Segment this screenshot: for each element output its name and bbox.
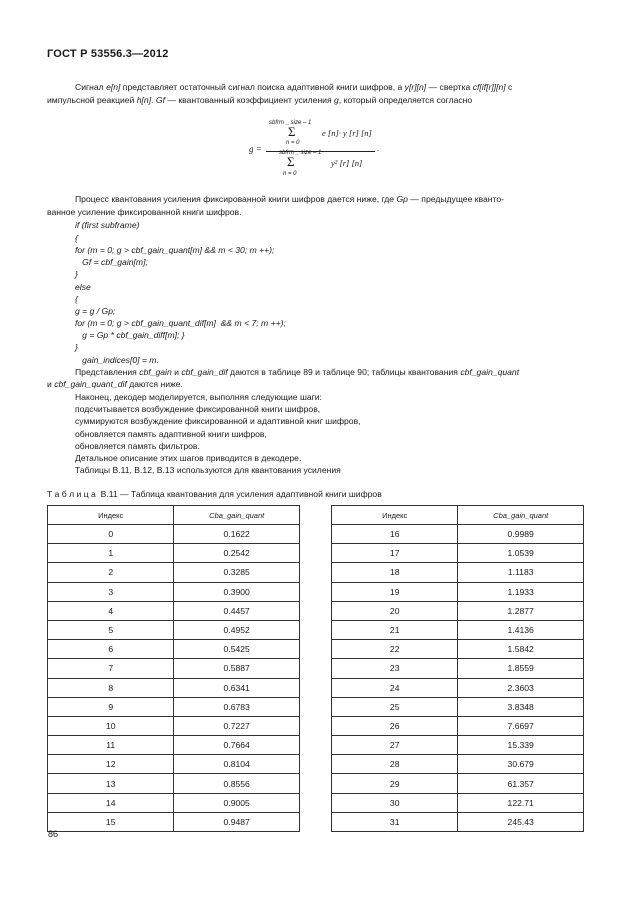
para2-line-1 [75, 193, 504, 205]
index-cell: 30 [332, 793, 458, 812]
denominator-lower-limit: n = 0 [283, 171, 297, 177]
value-cell: 1.1183 [458, 563, 584, 582]
value-cell: 1.5842 [458, 640, 584, 659]
index-cell: 23 [332, 659, 458, 678]
text: — квантованный коэффициент усиления [164, 95, 335, 105]
value-cell: 0.7227 [174, 716, 300, 735]
numerator-sum-symbol: Σ [288, 124, 296, 139]
para3-line-1 [75, 366, 519, 378]
index-cell: 15 [48, 812, 174, 831]
index-cell: 17 [332, 544, 458, 563]
text: — предыдущее кванто- [407, 194, 504, 204]
code-line: for (m = 0; g > cbf_gain_quant[m] && m < 30; m ++); [75, 245, 275, 255]
index-cell: 25 [332, 697, 458, 716]
index-cell: 29 [332, 774, 458, 793]
value-cell: 1.4136 [458, 620, 584, 639]
value-cell: 122.71 [458, 793, 584, 812]
code-line: g = Gp * cbf_gain_diff[m]; } [75, 330, 185, 340]
steps-line: Таблицы В.11, В.12, В.13 используются для квантования усиления [75, 465, 341, 475]
code-line: g = g / Gp; [75, 306, 116, 316]
table-row [48, 544, 300, 563]
table-row [48, 659, 300, 678]
index-cell: 1 [48, 544, 174, 563]
index-cell: 2 [48, 563, 174, 582]
text: с [505, 82, 513, 92]
value-cell: 0.6783 [174, 697, 300, 716]
steps-line: Детальное описание этих шагов приводится в декодере. [75, 453, 302, 463]
value-cell: 1.0539 [458, 544, 584, 563]
value-cell: 0.7664 [174, 736, 300, 755]
table-row [332, 678, 584, 697]
var-gp: Gp [396, 194, 408, 204]
value-cell: 61.357 [458, 774, 584, 793]
index-cell: 27 [332, 736, 458, 755]
index-cell: 12 [48, 755, 174, 774]
index-cell: 5 [48, 620, 174, 639]
table-row [48, 582, 300, 601]
table-row [332, 525, 584, 544]
table-row [332, 716, 584, 735]
table-header-row [48, 506, 300, 525]
index-cell: 8 [48, 678, 174, 697]
table-row [332, 774, 584, 793]
para3-line-2 [47, 378, 183, 390]
index-cell: 26 [332, 716, 458, 735]
var-gf: Gf [155, 95, 165, 105]
text: даются ниже. [126, 379, 183, 389]
value-cell: 0.3285 [174, 563, 300, 582]
steps-line: Наконец, декодер моделируется, выполняя следующие шаги: [75, 392, 322, 402]
value-cell: 0.8556 [174, 774, 300, 793]
header-value: Cba_gain_quant [458, 506, 584, 525]
text: . [151, 95, 156, 105]
code-line: if (first subframe) [75, 220, 140, 230]
value-cell: 0.6341 [174, 678, 300, 697]
index-cell: 6 [48, 640, 174, 659]
steps-line: подсчитывается возбуждение фиксированной книги шифров, [75, 404, 321, 414]
index-cell: 16 [332, 525, 458, 544]
para2-line-2: ванное усиление фиксированной книги шифров. [47, 207, 242, 217]
numerator-upper-limit: sbfrm _ size – 1 [269, 120, 312, 126]
denominator-expression: y² [r] [n] [331, 158, 363, 168]
table-row [332, 582, 584, 601]
value-cell: 0.5887 [174, 659, 300, 678]
table-row [332, 793, 584, 812]
steps-line: обновляется память фильтров. [75, 441, 200, 451]
code-line: Gf = cbf_gain[m]; [75, 257, 148, 267]
index-cell: 28 [332, 755, 458, 774]
var-h: h[n] [136, 95, 152, 105]
value-cell: 15.339 [458, 736, 584, 755]
value-cell: 1.2877 [458, 601, 584, 620]
numerator-expression: e [n]· y [r] [n] [322, 128, 372, 138]
value-cell: 2.3603 [458, 678, 584, 697]
table-row [332, 544, 584, 563]
index-cell: 4 [48, 601, 174, 620]
table-row [332, 659, 584, 678]
table-row [48, 620, 300, 639]
table-row [48, 774, 300, 793]
var-cbf-gain-dif: cbf_gain_dif [181, 367, 228, 377]
header-index: Индекс [332, 506, 458, 525]
formula-period: . [377, 144, 379, 153]
index-cell: 0 [48, 525, 174, 544]
value-cell: 0.9989 [458, 525, 584, 544]
text: и [171, 367, 182, 377]
value-cell: 0.2542 [174, 544, 300, 563]
table-row [332, 697, 584, 716]
value-cell: 0.4457 [174, 601, 300, 620]
value-cell: 245.43 [458, 812, 584, 831]
var-y: y[r][n] [404, 82, 427, 92]
table-row [48, 563, 300, 582]
table-row [48, 697, 300, 716]
table-header-row [332, 506, 584, 525]
index-cell: 20 [332, 601, 458, 620]
index-cell: 3 [48, 582, 174, 601]
var-cbf-gain: cbf_gain [139, 367, 172, 377]
table-row [332, 601, 584, 620]
denominator-upper-limit: sbfrm _ size – 1 [279, 150, 322, 156]
text: представляет остаточный сигнал поиска адаптивной книги шифров, а [120, 82, 405, 92]
var-cbf-gain-quant: cbf_gain_quant [460, 367, 520, 377]
index-cell: 10 [48, 716, 174, 735]
value-cell: 0.9487 [174, 812, 300, 831]
var-e: e[n] [106, 82, 121, 92]
table-row [48, 678, 300, 697]
text: , который определяется согласно [338, 95, 473, 105]
var-g: g [334, 95, 339, 105]
value-cell: 0.9005 [174, 793, 300, 812]
index-cell: 9 [48, 697, 174, 716]
var-cf: cf[if[r]][n] [472, 82, 506, 92]
table-row [48, 755, 300, 774]
table-row [332, 620, 584, 639]
intro-line-1 [75, 81, 512, 93]
table-row [332, 812, 584, 831]
value-cell: 0.4952 [174, 620, 300, 639]
code-line: } [75, 269, 78, 279]
index-cell: 22 [332, 640, 458, 659]
table-caption: Т а б л и ц а В.11 — Таблица квантования для усиления адаптивной книги шифров [47, 489, 382, 499]
index-cell: 14 [48, 793, 174, 812]
value-cell: 0.8104 [174, 755, 300, 774]
var-cbf-gain-quant-dif: cbf_gain_quant_dif [54, 379, 127, 389]
text: — свертка [426, 82, 473, 92]
quant-table-left [47, 505, 300, 832]
intro-line-2 [47, 94, 472, 106]
code-line: else [75, 282, 91, 292]
index-cell: 7 [48, 659, 174, 678]
value-cell: 0.3900 [174, 582, 300, 601]
text: Представления [75, 367, 140, 377]
index-cell: 18 [332, 563, 458, 582]
value-cell: 3.8348 [458, 697, 584, 716]
page-number: 86 [48, 829, 59, 839]
table-row [48, 716, 300, 735]
value-cell: 30.679 [458, 755, 584, 774]
index-cell: 21 [332, 620, 458, 639]
index-cell: 24 [332, 678, 458, 697]
table-row [332, 563, 584, 582]
text: Процесс квантования усиления фиксированной книги шифров дается ниже, где [75, 194, 397, 204]
header-value: Cba_gain_quant [174, 506, 300, 525]
formula-lhs: g = [249, 144, 262, 154]
index-cell: 31 [332, 812, 458, 831]
value-cell: 0.5425 [174, 640, 300, 659]
text: даются в таблице 89 и таблице 90; таблицы квантования [227, 367, 461, 377]
numerator-lower-limit: n = 0 [286, 140, 300, 146]
quant-table-right [331, 505, 584, 832]
index-cell: 19 [332, 582, 458, 601]
code-line: { [75, 233, 78, 243]
index-cell: 13 [48, 774, 174, 793]
value-cell: 1.8559 [458, 659, 584, 678]
header-index: Индекс [48, 506, 174, 525]
value-cell: 0.1622 [174, 525, 300, 544]
denominator-sum-symbol: Σ [287, 154, 295, 169]
table-row [332, 640, 584, 659]
table-row [48, 736, 300, 755]
code-line: gain_indices[0] = m. [75, 355, 159, 365]
value-cell: 7.6697 [458, 716, 584, 735]
table-row [48, 793, 300, 812]
steps-line: суммируются возбуждение фиксированной и адаптивной книг шифров, [75, 416, 361, 426]
document-header: ГОСТ Р 53556.3—2012 [47, 48, 169, 60]
code-line: } [75, 342, 78, 352]
index-cell: 11 [48, 736, 174, 755]
text: импульсной реакцией [47, 95, 137, 105]
table-row [48, 640, 300, 659]
table-row [48, 812, 300, 831]
text: Сигнал [75, 82, 107, 92]
code-line: for (m = 0; g > cbf_gain_quant_dif[m] && m < 7; m ++); [75, 318, 286, 328]
table-row [332, 755, 584, 774]
value-cell: 1.1933 [458, 582, 584, 601]
code-line: { [75, 294, 78, 304]
table-row [48, 525, 300, 544]
table-row [48, 601, 300, 620]
text: и [47, 379, 55, 389]
table-row [332, 736, 584, 755]
steps-line: обновляется память адаптивной книги шифров, [75, 429, 267, 439]
